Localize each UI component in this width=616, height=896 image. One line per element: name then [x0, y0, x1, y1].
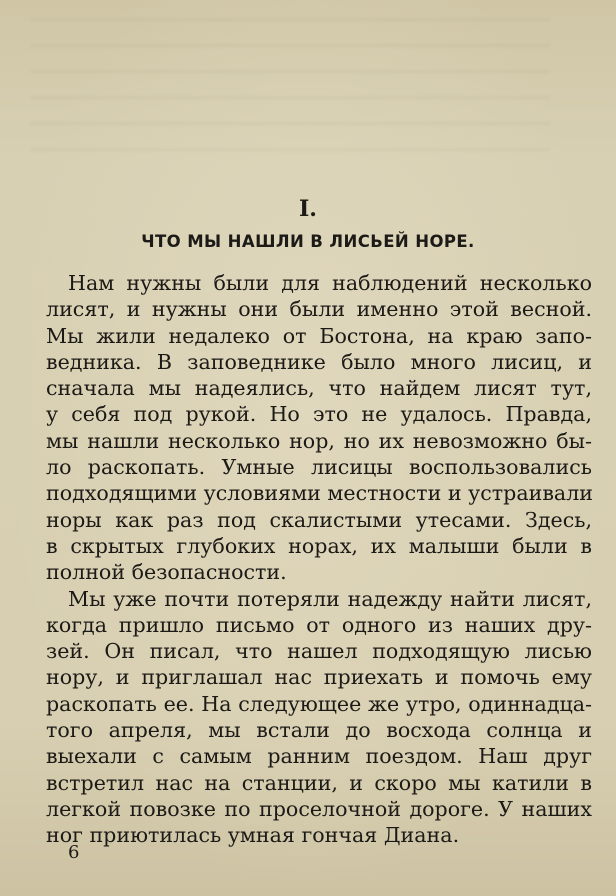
text-line: зей. Он писал, что нашел подходящую лисью	[46, 639, 592, 664]
text-line: когда пришло письмо от одного из наших дру-	[46, 612, 592, 637]
bleed-through-texture	[30, 18, 550, 168]
text-line: норы как раз под скалистыми утесами. Здесь,	[46, 507, 592, 532]
text-line: сначала мы надеялись, что найдем лисят тут,	[46, 376, 592, 401]
text-line: Мы уже почти потеряли надежду найти лисят,	[68, 586, 592, 611]
text-line: полной безопасности.	[46, 560, 287, 585]
chapter-number: I.	[299, 196, 317, 222]
text-line: Нам нужны были для наблюдений несколько	[68, 271, 592, 295]
text-line: ног приютилась умная гончая Диана.	[46, 823, 460, 848]
text-line: нору, и приглашал нас приехать и помочь ему	[46, 665, 592, 690]
text-line: раскопать ее. На следующее же утро, одиннадца-	[46, 691, 592, 716]
text-line: того апреля, мы встали до восхода солнца и	[46, 718, 592, 743]
text-line: в скрытых глубоких норах, их малыши были в	[46, 533, 592, 558]
text-line: ло раскопать. Умные лисицы воспользовались	[46, 455, 592, 480]
text-line: лисят, и нужны они были именно этой весной.	[46, 297, 592, 322]
paragraph-2	[46, 586, 592, 849]
text-line: у себя под рукой. Но это не удалось. Правда,	[46, 402, 592, 427]
text-line: ведника. В заповеднике было много лисиц, и	[46, 349, 592, 374]
page-number: 6	[68, 842, 80, 863]
text-line: Мы жили недалеко от Бостона, на краю запо-	[46, 323, 592, 348]
chapter-title: ЧТО МЫ НАШЛИ В ЛИСЬЕЙ НОРЕ.	[141, 232, 475, 251]
text-line: подходящими условиями местности и устраивали	[46, 481, 594, 506]
text-line: встретил нас на станции, и скоро мы катили в	[46, 770, 592, 795]
body-text	[46, 270, 592, 849]
text-line: выехали с самым ранним поездом. Наш друг	[46, 744, 592, 769]
text-line: легкой повозке по проселочной дороге. У наших	[46, 796, 592, 821]
text-line: мы нашли несколько нор, но их невозможно бы-	[46, 428, 592, 453]
paragraph-1	[46, 270, 592, 586]
